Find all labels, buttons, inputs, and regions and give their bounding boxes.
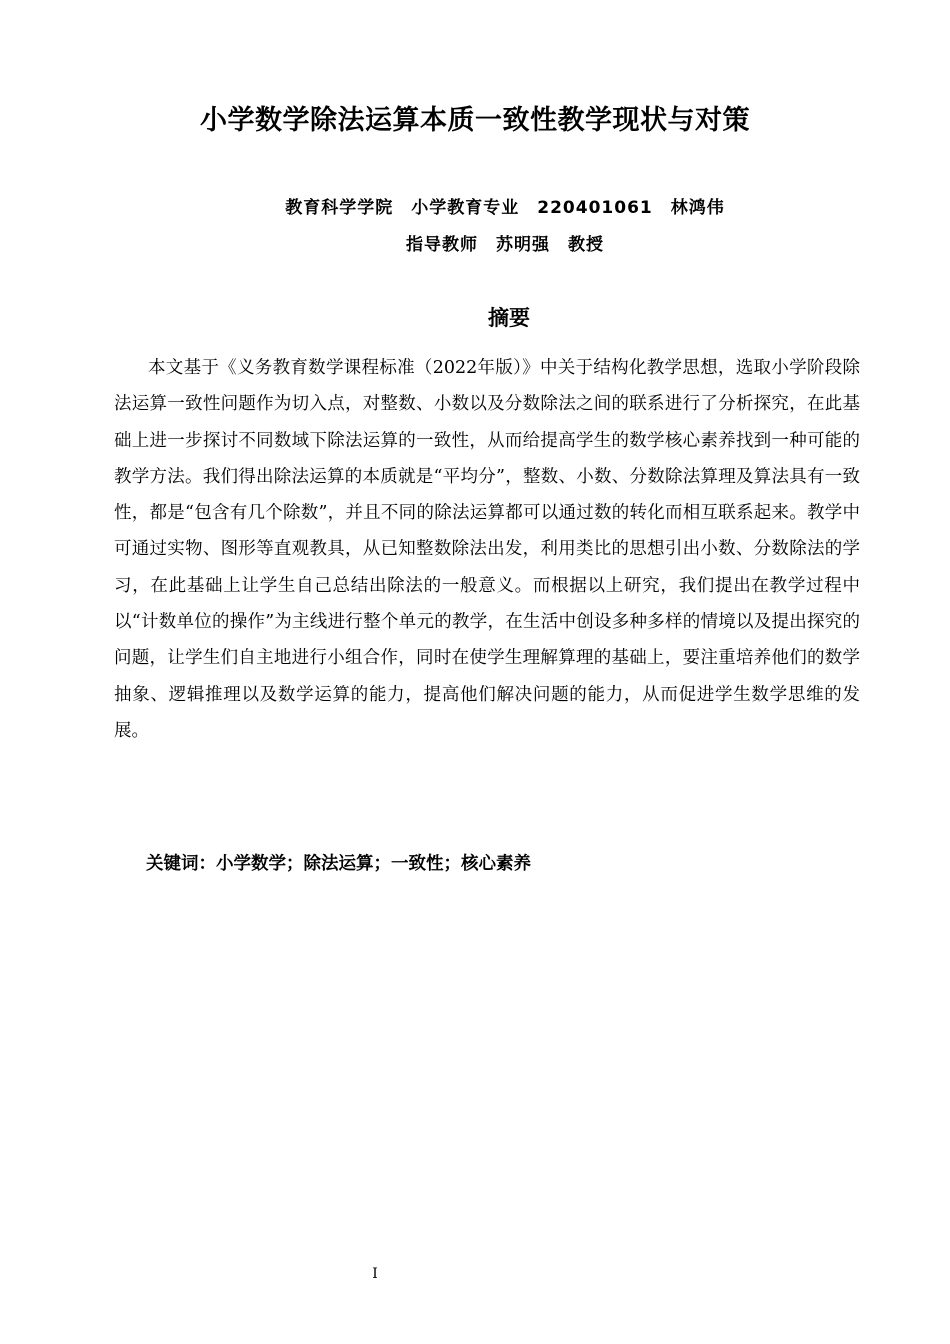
advisor-info-line [0, 230, 950, 255]
keywords-line: 关键词：小学数学；除法运算；一致性；核心素养 [146, 854, 531, 874]
author-major: 小学教育专业 [411, 198, 520, 218]
author-college: 教育科学学院 [285, 198, 394, 218]
author-info-line [0, 193, 950, 218]
author-student-id: 220401061 [537, 198, 653, 218]
advisor-label: 指导教师 [406, 235, 478, 255]
abstract-heading: 摘要 [488, 306, 530, 330]
paper-title: 小学数学除法运算本质一致性教学现状与对策 [200, 105, 750, 136]
page-number: I [372, 1266, 378, 1282]
author-name: 林鸿伟 [670, 198, 725, 218]
advisor-name: 苏明强 [496, 235, 550, 255]
abstract-body: 本文基于《义务教育数学课程标准（2022年版）》中关于结构化教学思想，选取小学阶段除法运算一致性问题作为切入点，对整数、小数以及分数除法之间的联系进行了分析探究，在此基础上进一步探讨不同数域下除法运算的一致性，从而给提高学生的数学核心素养找到一种可能的教学方法。我们得出除法运算的本质就是“平均分”，整数、小数、分数除法算理及算法具有一致性，都是“包含有几个除数”，并且不同的除法运算都可以通过数的转化而相互联系起来。教学中可通过实物、图形等直观教具，从已知整数除法出发，利用类比的思想引出小数、分数除法的学习，在此基础上让学生自己总结出除法的一般意义。而根据以上研究，我们提出在教学过程中以“计数单位的操作”为主线进行整个单元的教学，在生活中创设多种多样的情境以及提出探究的问题，让学生们自主地进行小组合作，同时在使学生理解算理的基础上，要注重培养他们的数学抽象、逻辑推理以及数学运算的能力，提高他们解决问题的能力，从而促进学生数学思维的发展。 [114, 358, 860, 741]
advisor-rank: 教授 [568, 235, 604, 255]
